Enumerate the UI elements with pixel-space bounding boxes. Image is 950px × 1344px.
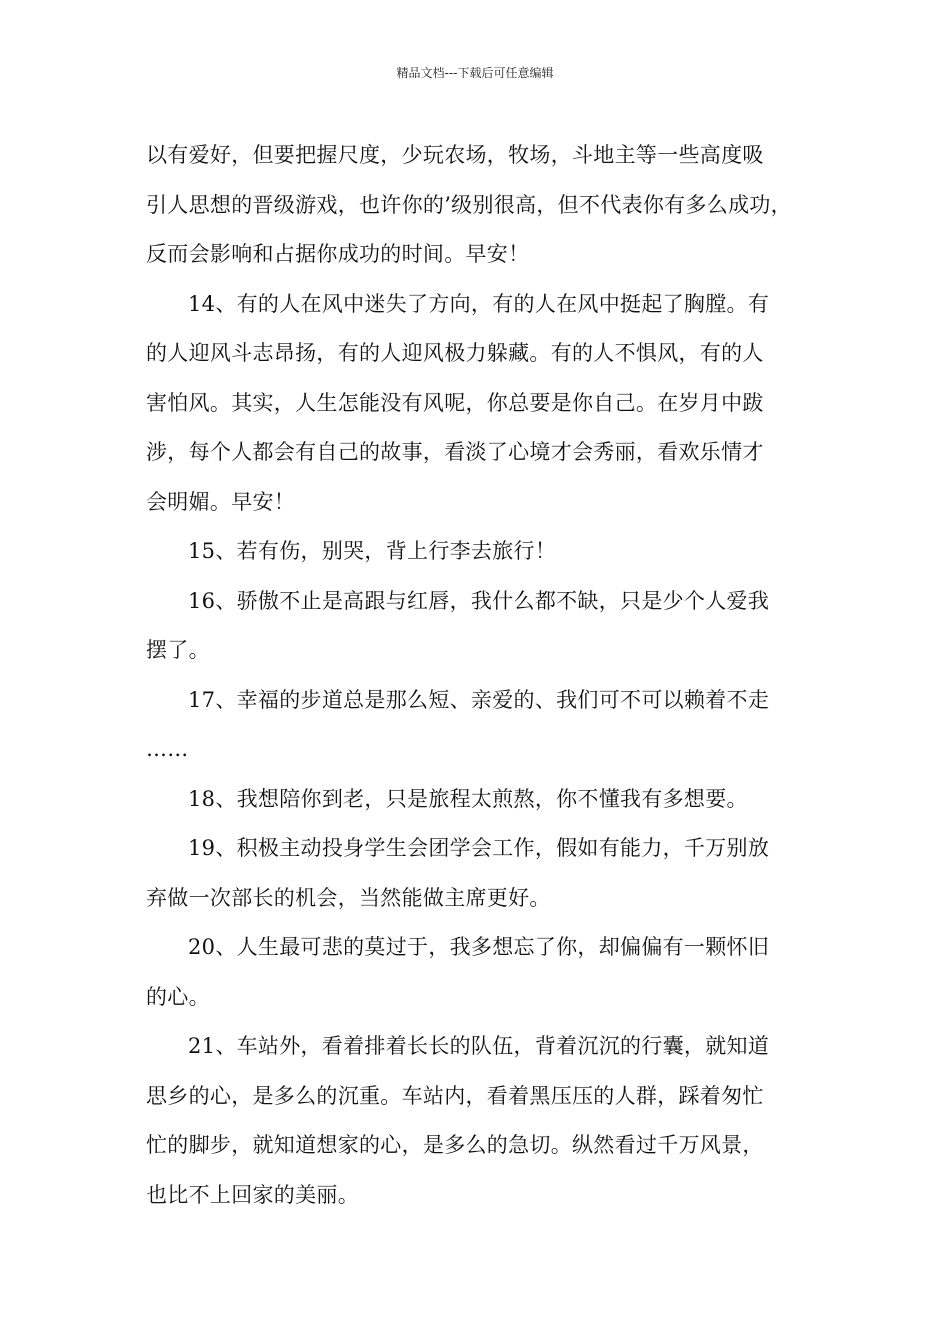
paragraph-16-line: 16、骄傲不止是高跟与红唇，我什么都不缺，只是少个人爱我 [188, 588, 770, 613]
paragraph-17-line: 17、幸福的步道总是那么短、亲爱的、我们可不可以赖着不走 [188, 687, 770, 712]
paragraph-19-line: 弃做一次部长的机会，当然能做主席更好。 [146, 885, 551, 910]
paragraph-15-line: 15、若有伤，别哭，背上行李去旅行！ [188, 539, 557, 563]
paragraph-18-line: 18、我想陪你到老，只是旅程太煎熬，你不懂我有多想要。 [188, 786, 748, 811]
paragraph-14-line: 害怕风。其实，人生怎能没有风呢，你总要是你自己。在岁月中跋 [146, 390, 764, 415]
paragraph-14-line: 会明媚。早安！ [146, 489, 296, 514]
document-body [146, 131, 810, 1220]
paragraph-21-line: 也比不上回家的美丽。 [146, 1182, 359, 1207]
paragraph-21-line: 21、车站外，看着排着长长的队伍，背着沉沉的行囊，就知道 [188, 1034, 770, 1058]
paragraph-21-line: 忙的脚步，就知道想家的心，是多么的急切。纵然看过千万风景， [146, 1133, 764, 1157]
text-line: 引人思想的晋级游戏，也许你的’级别很高，但不代表你有多么成功， [146, 192, 792, 217]
paragraph-14-line: 的人迎风斗志昂扬，有的人迎风极力躲藏。有的人不惧风，有的人 [146, 341, 764, 365]
paragraph-20-line: 20、人生最可悲的莫过于，我多想忘了你，却偏偏有一颗怀旧 [188, 935, 770, 959]
paragraph-20-line: 的心。 [146, 984, 210, 1009]
paragraph-14-line: 14、有的人在风中迷失了方向，有的人在风中挺起了胸膛。有 [188, 291, 770, 316]
text-line: 反而会影响和占据你成功的时间。早安！ [146, 242, 530, 266]
paragraph-14-line: 涉，每个人都会有自己的故事，看淡了心境才会秀丽，看欢乐情才 [146, 440, 764, 464]
paragraph-17-line: …… [146, 737, 189, 761]
paragraph-21-line: 思乡的心，是多么的沉重。车站内，看着黑压压的人群，踩着匆忙 [146, 1083, 764, 1108]
page-header: 精品文档---下载后可任意编辑 [396, 66, 554, 80]
paragraph-16-line: 摆了。 [146, 638, 210, 662]
paragraph-19-line: 19、积极主动投身学生会团学会工作，假如有能力，千万别放 [188, 836, 770, 860]
text-line: 以有爱好，但要把握尺度，少玩农场，牧场，斗地主等一些高度吸 [146, 143, 764, 167]
